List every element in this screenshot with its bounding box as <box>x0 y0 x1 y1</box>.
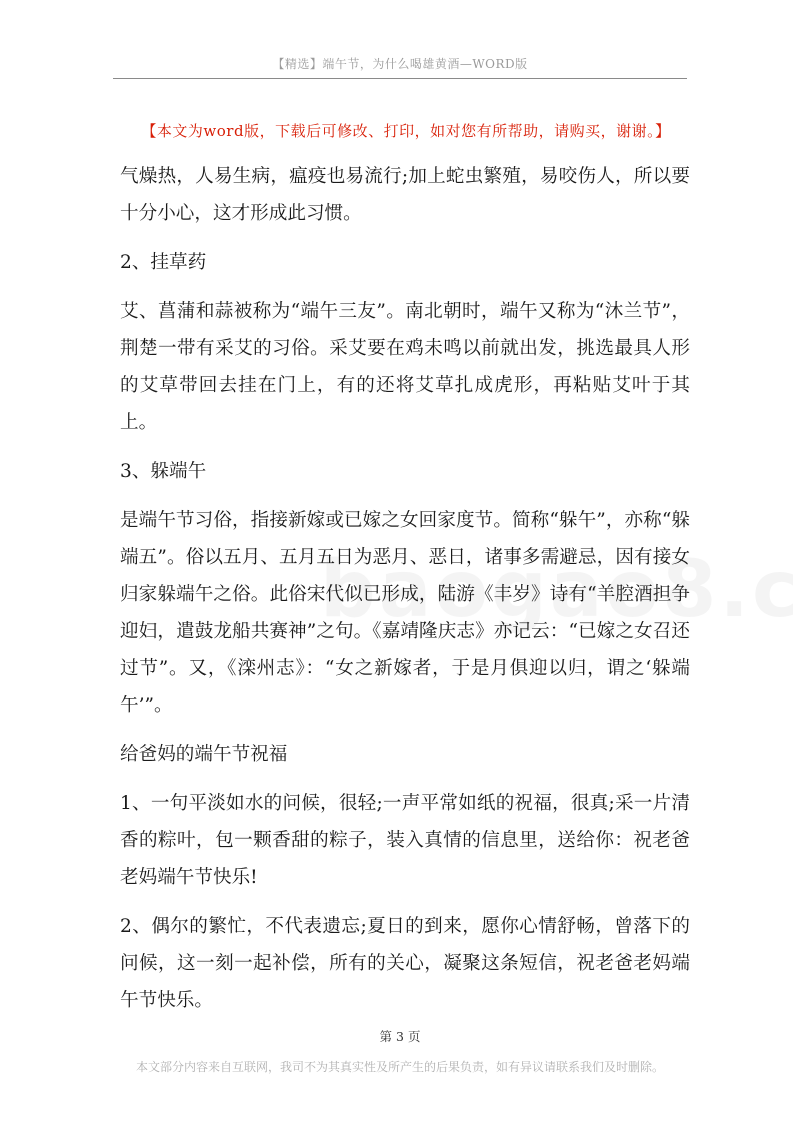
page-number: 第 3 页 <box>379 1029 421 1044</box>
paragraph-duo-duanwu: 是端午节习俗，指接新嫁或已嫁之女回家度节。简称“躲午”，亦称“躲端五”。俗以五月、五月五日为恶月、恶日，诸事多需避忌，因有接女归家躲端午之俗。此俗宋代似已形成，陆游《丰岁》诗有“羊腔酒担争迎妇，遣鼓龙船共赛神”之句。《嘉靖隆庆志》亦记云：“已嫁之女召还过节”。又，《滦州志》：“女之新嫁者，于是月俱迎以归，谓之‘躲端午’”。 <box>120 510 690 716</box>
document-body <box>120 158 690 1031</box>
download-notice: 【本文为word版，下载后可修改、打印，如对您有所帮助，请购买，谢谢。】 <box>141 122 671 140</box>
section-heading-hang-herbs: 2、挂草药 <box>120 252 207 273</box>
section-heading-duo-duanwu: 3、躲端午 <box>120 461 207 482</box>
paragraph-continuation: 气燥热，人易生病，瘟疫也易流行;加上蛇虫繁殖，易咬伤人，所以要十分小心，这才形成此习惯。 <box>120 166 690 224</box>
paragraph-herbs: 艾、菖蒲和蒜被称为“端午三友”。南北朝时，端午又称为“沐兰节”，荆楚一带有采艾的习俗。采艾要在鸡未鸣以前就出发，挑选最具人形的艾草带回去挂在门上，有的还将艾草扎成虎形，再粘贴艾叶于其上。 <box>120 301 690 433</box>
section-heading-blessings: 给爸妈的端午节祝福 <box>120 744 288 765</box>
page-header: 【精选】端午节，为什么喝雄黄酒—WORD版 <box>272 57 528 71</box>
page-footer-disclaimer: 本文部分内容来自互联网，我司不为其真实性及所产生的后果负责，如有异议请联系我们及时删除。 <box>135 1060 664 1074</box>
header-divider <box>113 78 687 79</box>
paragraph-blessing-2: 2、偶尔的繁忙，不代表遗忘;夏日的到来，愿你心情舒畅，曾落下的问候，这一刻一起补偿，所有的关心，凝聚这条短信，祝老爸老妈端午节快乐。 <box>120 916 690 1011</box>
paragraph-blessing-1: 1、一句平淡如水的问候，很轻;一声平常如纸的祝福，很真;采一片清香的粽叶，包一颗香甜的粽子，装入真情的信息里，送给你：祝老爸老妈端午节快乐! <box>120 793 690 888</box>
